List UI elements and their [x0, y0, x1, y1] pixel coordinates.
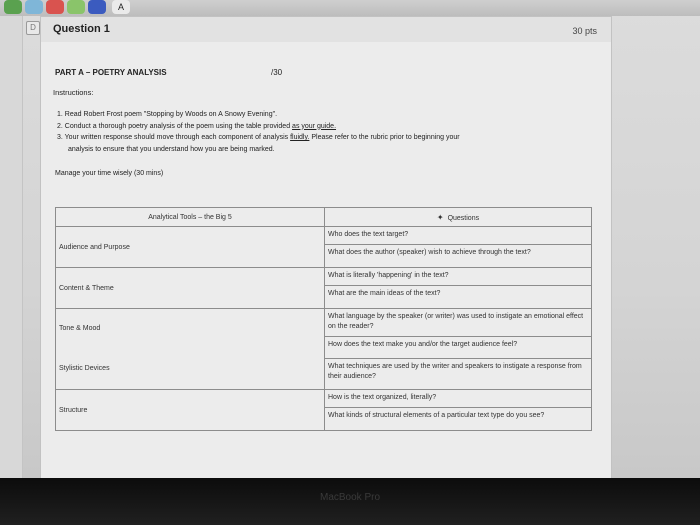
chrome-icon[interactable]: [4, 0, 22, 14]
score-label: /30: [271, 68, 283, 77]
question-body: [40, 42, 612, 478]
cursor-icon: ✦: [436, 212, 444, 222]
step-3-link[interactable]: fluidly.: [290, 134, 310, 141]
step-3-cont: analysis to ensure that you understand how you are being marked.: [68, 145, 275, 153]
left-rail: [0, 16, 23, 478]
app-icon-4[interactable]: [67, 0, 85, 14]
tool-cell: Structure: [56, 390, 325, 431]
header-tools: Analytical Tools – the Big 5: [56, 208, 325, 227]
app-icon-2[interactable]: [25, 0, 43, 14]
step-1: 1. Read Robert Frost poem "Stopping by Woods on A Snowy Evening".: [57, 111, 278, 118]
app-icon-5[interactable]: [88, 0, 106, 14]
tool-cell-group: [56, 309, 325, 390]
questions-cell: [325, 359, 592, 390]
question-text: What are the main ideas of the text?: [328, 290, 441, 297]
step-2: [57, 121, 587, 133]
brand-label: MacBook Pro: [319, 492, 381, 503]
question-header: [40, 16, 612, 43]
table-row: [56, 309, 592, 359]
question-text: What language by the speaker (or writer) was used to instigate an emotional effect on the reader?: [325, 309, 591, 337]
tool-cell: Tone & Mood: [59, 325, 101, 332]
instructions-label: Instructions:: [53, 88, 94, 97]
points-label: 30 pts: [572, 26, 597, 36]
question-text: How does the text make you and/or the target audience feel?: [328, 341, 518, 348]
questions-cell: [325, 390, 592, 431]
table-row: [56, 390, 592, 431]
header-questions: [325, 208, 592, 227]
dock-strip: [0, 0, 700, 16]
part-title: PART A – POETRY ANALYSIS: [55, 68, 167, 77]
questions-cell: [325, 268, 592, 309]
app-icon-3[interactable]: [46, 0, 64, 14]
question-title: Question 1: [53, 23, 110, 35]
question-text: What is literally 'happening' in the text?: [325, 268, 591, 286]
question-text: Who does the text target?: [325, 227, 591, 245]
questions-cell: [325, 227, 592, 268]
tool-cell: Stylistic Devices: [59, 365, 110, 372]
table-header-row: [56, 208, 592, 227]
font-app-icon[interactable]: A: [112, 0, 130, 14]
question-text: How is the text organized, literally?: [325, 390, 591, 408]
tool-cell: Content & Theme: [56, 268, 325, 309]
question-text: What techniques are used by the writer and speakers to instigate a response from their audience?: [328, 363, 582, 381]
question-text: What does the author (speaker) wish to achieve through the text?: [328, 249, 531, 256]
step-3-tail: Please refer to the rubric prior to beginning your: [309, 134, 460, 141]
tool-cell: Audience and Purpose: [56, 227, 325, 268]
step-3-text: 3. Your written response should move through each component of analysis: [57, 134, 291, 141]
instruction-steps: [57, 109, 587, 155]
questions-cell: [325, 309, 592, 359]
manage-time-note: Manage your time wisely (30 mins): [55, 170, 164, 177]
step-2-text: 2. Conduct a thorough poetry analysis of the poem using the table provided: [57, 122, 293, 130]
step-2-link[interactable]: as your guide.: [292, 122, 337, 130]
step-3: [57, 132, 587, 144]
table-row: [56, 227, 592, 268]
question-text: What kinds of structural elements of a particular text type do you see?: [328, 412, 545, 419]
header-questions-label: Questions: [447, 214, 480, 222]
table-row: [56, 268, 592, 309]
rubric-table: [55, 207, 592, 431]
nav-badge[interactable]: D: [26, 21, 40, 35]
